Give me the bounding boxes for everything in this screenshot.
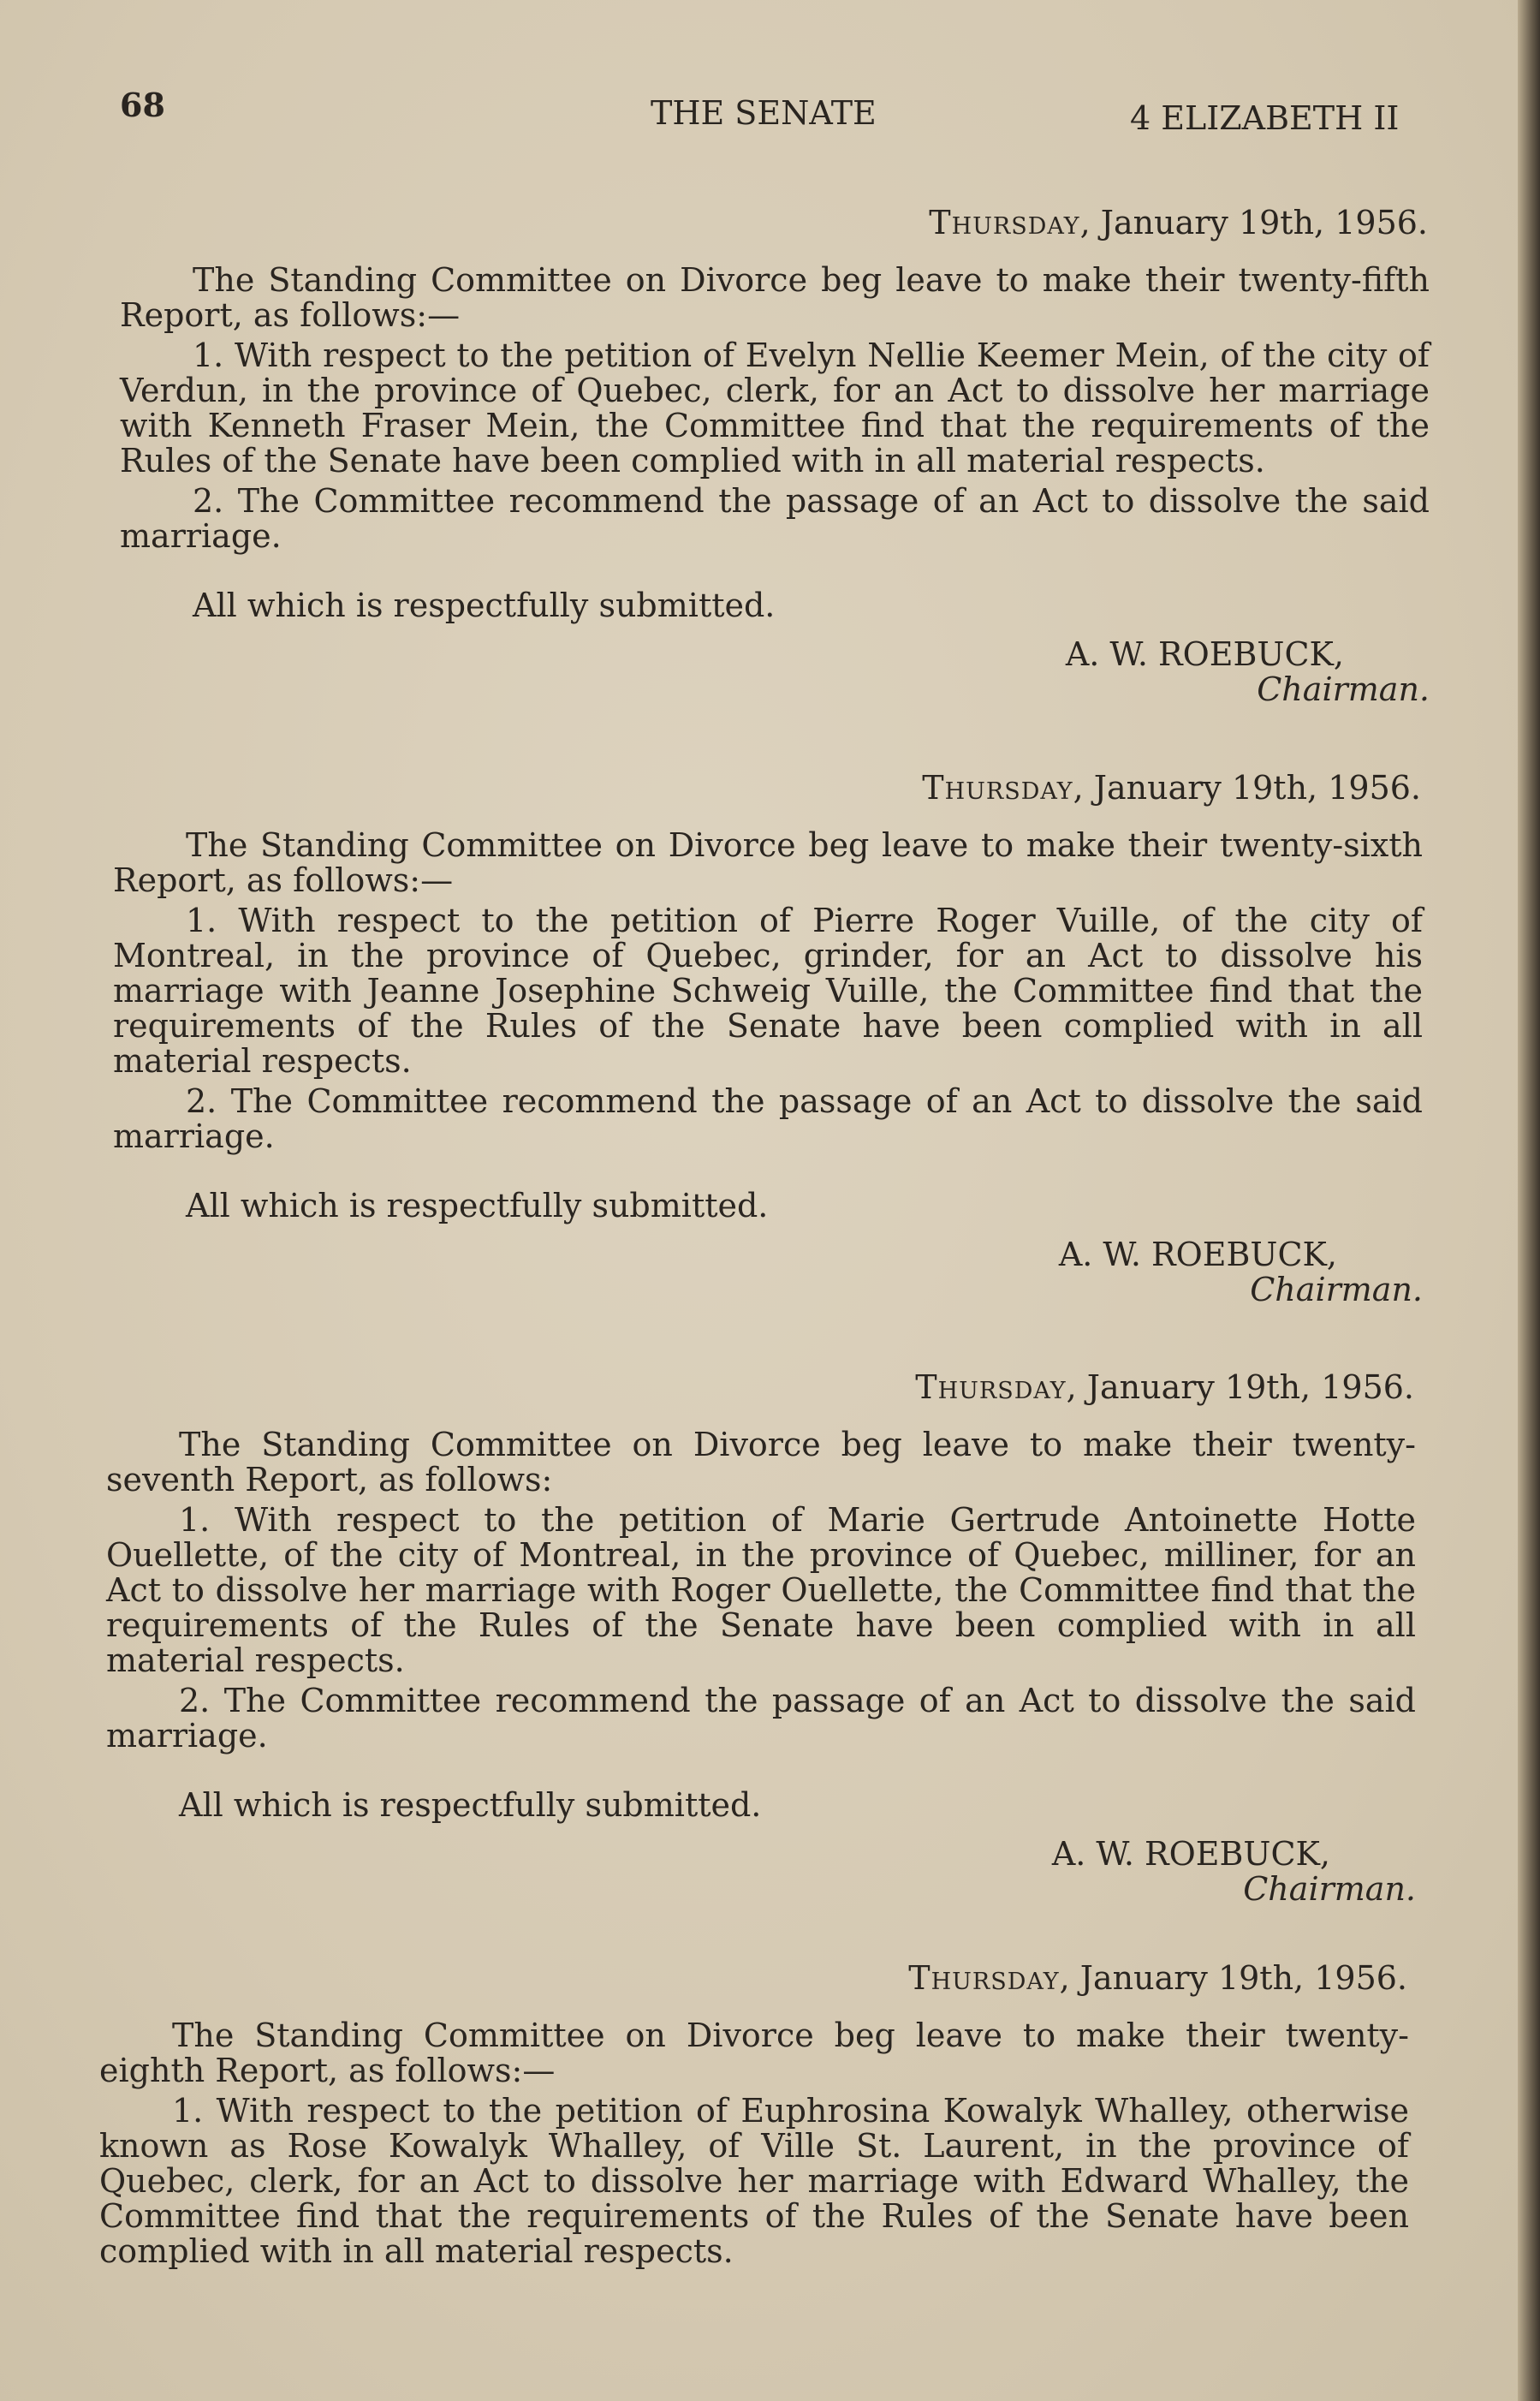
report-item-2: 2. The Committee recommend the passage of an Act to dissolve the said marriage. <box>120 482 1430 555</box>
report-item-1: 1. With respect to the petition of Pierre Roger Vuille, of the city of Montreal, in the province of Quebec, grinder, for an Act to dissolve his marriage with Jeanne Josephine Schweig Vuille, the Committee find that the requirements of the Rules of the Senate have been complied with in all material respects. <box>113 902 1423 1080</box>
report-item-1: 1. With respect to the petition of Euphrosina Kowalyk Whalley, otherwise known as Rose Kowalyk Whalley, of Ville St. Laurent, in the province of Quebec, clerk, for an Act to dissolve her marriage with Edward Whalley, the Committee find that the requirements of the Rules of the Senate have been complied with in all material respects. <box>99 2092 1409 2270</box>
report-intro: The Standing Committee on Divorce beg leave to make their twenty-fifth Report, as follows:— <box>120 261 1430 334</box>
signer-name: A. W. ROEBUCK, <box>1051 1835 1330 1873</box>
committee-report-26 <box>113 771 1423 1308</box>
report-closing: All which is respectfully submitted. <box>186 1187 769 1224</box>
signature-block <box>113 1237 1423 1308</box>
page-header <box>0 86 1540 137</box>
report-item-1: 1. With respect to the petition of Evelyn Nellie Keemer Mein, of the city of Verdun, in the province of Quebec, clerk, for an Act to dissolve her marriage with Kenneth Fraser Mein, the Committee find that the requirements of the Rules of the Senate have been complied with in all material respects. <box>120 337 1430 480</box>
report-date: Thursday, January 19th, 1956. <box>929 204 1428 241</box>
page-number: 68 <box>120 86 165 124</box>
report-date: Thursday, January 19th, 1956. <box>915 1368 1414 1406</box>
report-closing: All which is respectfully submitted. <box>179 1786 762 1824</box>
running-title: THE SENATE <box>651 94 877 132</box>
signature-block <box>106 1837 1416 1907</box>
report-intro: The Standing Committee on Divorce beg leave to make their twenty-sixth Report, as follows:— <box>113 826 1423 899</box>
signer-role: Chairman. <box>1257 670 1430 708</box>
committee-report-27 <box>106 1370 1416 1907</box>
report-date: Thursday, January 19th, 1956. <box>922 769 1421 807</box>
signer-name: A. W. ROEBUCK, <box>1058 1236 1337 1273</box>
signer-name: A. W. ROEBUCK, <box>1065 635 1344 673</box>
report-intro: The Standing Committee on Divorce beg leave to make their twenty-seventh Report, as follows: <box>106 1426 1416 1498</box>
signer-role: Chairman. <box>1243 1870 1416 1908</box>
committee-report-25 <box>120 206 1430 707</box>
regnal-year: 4 ELIZABETH II <box>1130 99 1400 137</box>
report-intro: The Standing Committee on Divorce beg leave to make their twenty-eighth Report, as follows:— <box>99 2017 1409 2089</box>
report-item-2: 2. The Committee recommend the passage of an Act to dissolve the said marriage. <box>106 1682 1416 1755</box>
report-date: Thursday, January 19th, 1956. <box>908 1959 1407 1997</box>
report-closing: All which is respectfully submitted. <box>193 587 776 624</box>
report-item-1: 1. With respect to the petition of Marie Gertrude Antoinette Hotte Ouellette, of the city of Montreal, in the province of Quebec, milliner, for an Act to dissolve her marriage with Roger Ouellette, the Committee find that the requirements of the Rules of the Senate have been complied with in all material respects. <box>106 1501 1416 1679</box>
committee-report-28 <box>99 1961 1409 2269</box>
report-item-2: 2. The Committee recommend the passage of an Act to dissolve the said marriage. <box>113 1082 1423 1155</box>
signer-role: Chairman. <box>1250 1271 1423 1308</box>
book-spine-shadow <box>1518 0 1540 2401</box>
signature-block <box>120 637 1430 707</box>
